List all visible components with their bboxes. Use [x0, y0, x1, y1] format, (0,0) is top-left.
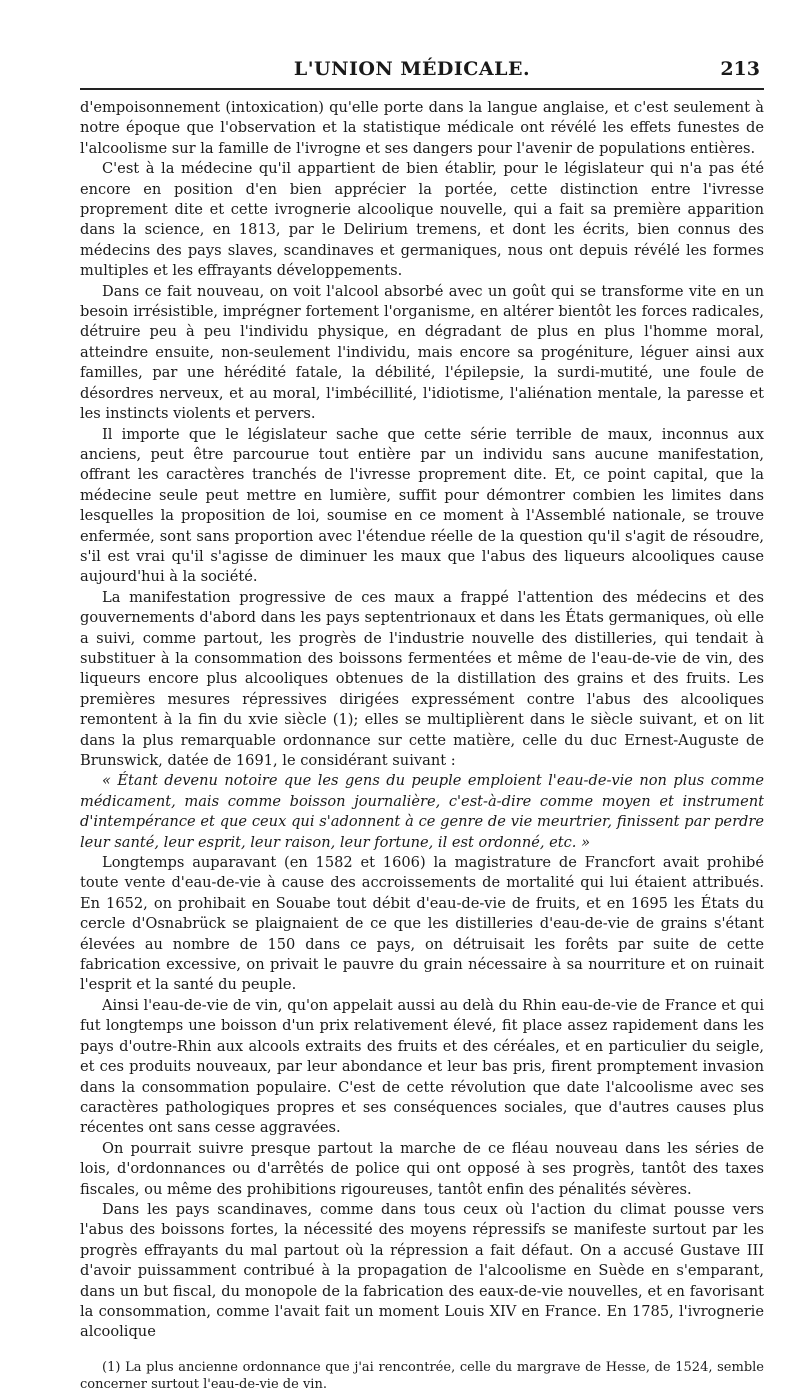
footnote: (1) La plus ancienne ordonnance que j'ai rencontrée, celle du margrave de Hesse, de 1524, semble concerner surtout l'eau-de-vie de vin.	[80, 1359, 764, 1392]
paragraph: On pourrait suivre presque partout la marche de ce fléau nouveau dans les séries de lois, d'ordonnances ou d'arrêtés de police qui ont opposé à ses progrès, tantôt des taxes fiscales, ou même des prohibitions rigoureuses, tantôt enfin des pénalités sévères.	[80, 1139, 764, 1198]
paragraph: La manifestation progressive de ces maux a frappé l'attention des médecins et des gouvernements d'abord dans les pays septentrionaux et dans les États germaniques, où elle a suivi, comme partout, les progrès de l'industrie nouvelle des distilleries, qui tendait à substituer à la consommation des boissons fermentées et même de l'eau-de-vie de vin, des liqueurs encore plus alcooliques obtenues de la distillation des grains et des fruits. Les premières mesures répressives dirigées expressément contre l'abus des alcooliques remontent à la fin du xvie siècle (1); elles se multiplièrent dans le siècle suivant, et on lit dans la plus remarquable ordonnance sur cette matière, celle du duc Ernest-Auguste de Brunswick, datée de 1691, le considérant suivant :	[80, 588, 764, 769]
article-body	[80, 98, 764, 1343]
paragraph: C'est à la médecine qu'il appartient de bien établir, pour le législateur qui n'a pas été encore en position d'en bien apprécier la portée, cette distinction entre l'ivresse proprement dite et cette ivrognerie alcoolique nouvelle, qui a fait sa première apparition dans la science, en 1813, par le Delirium tremens, et dont les écrits, bien connus des médecins des pays slaves, scandinaves et germaniques, nous ont depuis révélé les formes multiples et les effrayants développements.	[80, 160, 764, 280]
page-number: 213	[720, 58, 760, 80]
journal-title: L'UNION MÉDICALE.	[293, 58, 531, 80]
paragraph: d'empoisonnement (intoxication) qu'elle porte dans la langue anglaise, et c'est seulement à notre époque que l'observation et la statistique médicale ont révélé les effets funestes de l'alcoolisme sur la famille de l'ivrogne et ses dangers pour l'avenir de populations entières.	[80, 99, 764, 157]
paragraph: Il importe que le législateur sache que cette série terrible de maux, inconnus aux anciens, peut être parcourue tout entière par un individu sans aucune manifestation, offrant les caractères tranchés de l'ivresse proprement dite. Et, ce point capital, que la médecine seule peut mettre en lumière, suffit pour démontrer combien les limites dans lesquelles la proposition de loi, soumise en ce moment à l'Assemblé nationale, se trouve enfermée, sont sans proportion avec l'étendue réelle de la question qu'il s'agit de résoudre, s'il est vrai qu'il s'agisse de diminuer les maux que l'abus des liqueurs alcooliques cause aujourd'hui à la société.	[80, 425, 764, 586]
header-rule	[80, 88, 764, 90]
paragraph: Dans les pays scandinaves, comme dans tous ceux où l'action du climat pousse vers l'abus des boissons fortes, la nécessité des moyens répressifs se manifeste surtout par les progrès effrayants du mal partout où la répression a fait défaut. On a accusé Gustave III d'avoir puissamment contribué à la propagation de l'alcoolisme en Suède en s'emparant, dans un but fiscal, du monopole de la fabrication des eaux-de-vie nouvelles, et en favorisant la consommation, comme l'avait fait un moment Louis XIV en France. En 1785, l'ivrognerie alcoolique	[80, 1200, 764, 1341]
paragraph: Dans ce fait nouveau, on voit l'alcool absorbé avec un goût qui se transforme vite en un besoin irrésistible, imprégner fortement l'organisme, en altérer bientôt les forces radicales, détruire peu à peu l'individu physique, en dégradant de plus en plus l'homme moral, atteindre ensuite, non-seulement l'individu, mais encore sa progéniture, léguer ainsi aux familles, par une hérédité fatale, la débilité, l'épilepsie, la surdi-mutité, une foule de désordres nerveux, et au moral, l'imbécillité, l'idiotisme, l'aliénation mentale, la paresse et les instincts violents et pervers.	[80, 282, 764, 423]
paragraph: Longtemps auparavant (en 1582 et 1606) la magistrature de Francfort avait prohibé toute vente d'eau-de-vie à cause des accroissements de mortalité qui lui étaient attribués. En 1652, on prohibait en Souabe tout débit d'eau-de-vie de fruits, et en 1695 les États du cercle d'Osnabrück se plaignaient de ce que les distilleries d'eau-de-vie de grains s'étant élevées au nombre de 150 dans ce pays, on détruisait les forêts par suite de cette fabrication excessive, on privait le pauvre du grain nécessaire à sa nourriture et on ruinait l'esprit et la santé du peuple.	[80, 854, 764, 994]
quotation: « Étant devenu notoire que les gens du peuple emploient l'eau-de-vie non plus comme médicament, mais comme boisson journalière, c'est-à-dire comme moyen et instrument d'intempérance et que ceux qui s'adonnent à ce genre de vie meurtrier, finissent par perdre leur santé, leur esprit, leur raison, leur fortune, il est ordonné, etc. »	[80, 772, 764, 851]
paragraph: Ainsi l'eau-de-vie de vin, qu'on appelait aussi au delà du Rhin eau-de-vie de France et qui fut longtemps une boisson d'un prix relativement élevé, fit place assez rapidement dans les pays d'outre-Rhin aux alcools extraits des fruits et des céréales, et en particulier du seigle, et ces produits nouveaux, par leur abondance et leur bas pris, firent promptement invasion dans la consommation populaire. C'est de cette révolution que date l'alcoolisme avec ses caractères pathologiques propres et ses conséquences sociales, que d'autres causes plus récentes ont sans cesse aggravées.	[80, 996, 764, 1137]
running-header	[80, 52, 764, 84]
